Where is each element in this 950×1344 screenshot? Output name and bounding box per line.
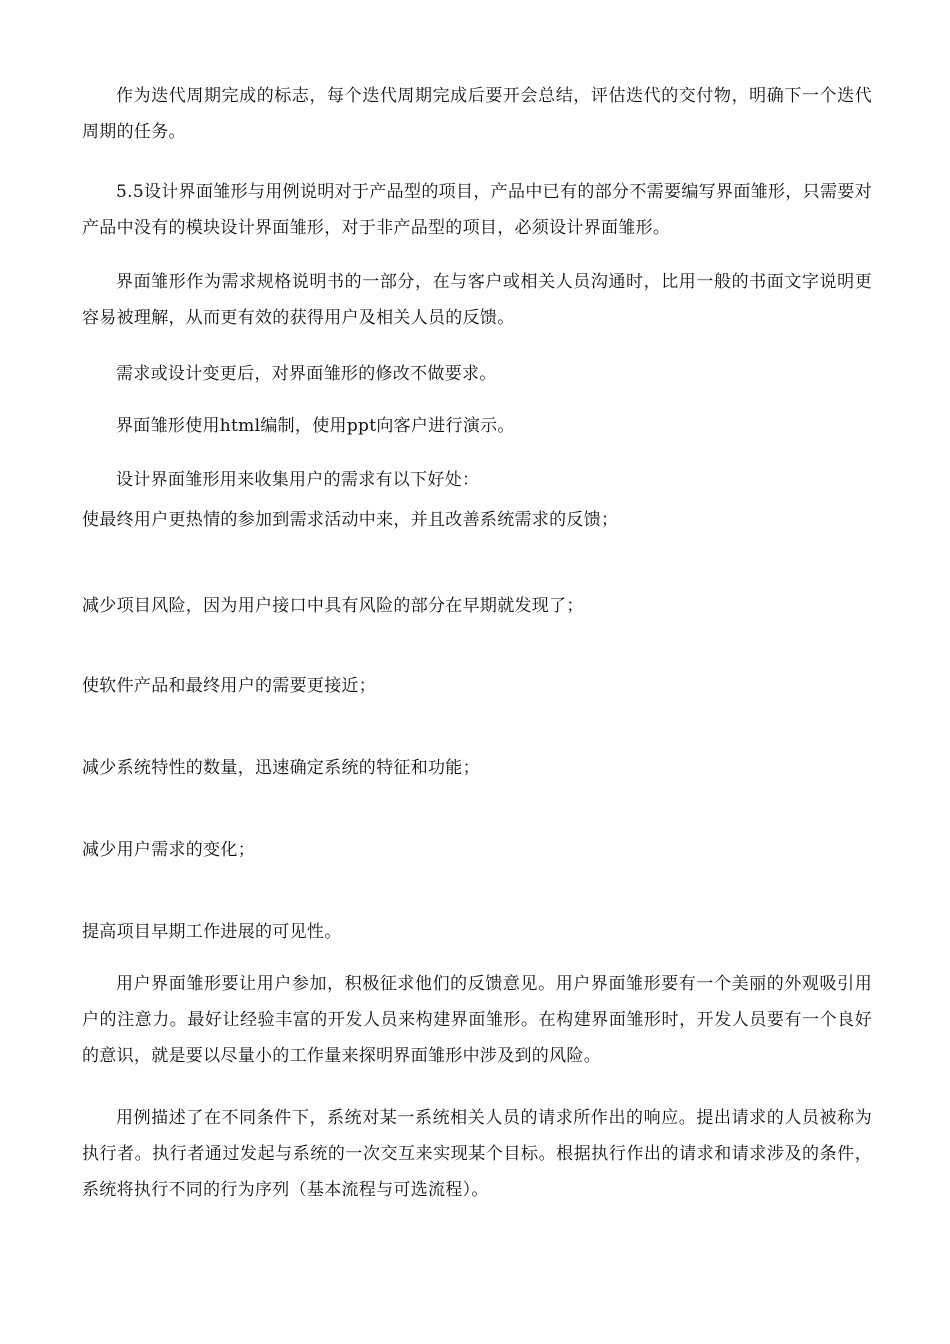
paragraph-prototype-purpose: 界面雏形作为需求规格说明书的一部分，在与客户或相关人员沟通时，比用一般的书面文字说明更容易被理解，从而更有效的获得用户及相关人员的反馈。: [82, 272, 872, 328]
benefit-item: 减少项目风险，因为用户接口中具有风险的部分在早期就发现了；: [82, 596, 584, 616]
benefit-item: 使最终用户更热情的参加到需求活动中来，并且改善系统需求的反馈；: [82, 510, 619, 530]
paragraph-prototype-tools: 界面雏形使用html编制，使用ppt向客户进行演示。: [116, 416, 515, 436]
document-page: [82, 0, 872, 1344]
benefit-item: 提高项目早期工作进展的可见性。: [82, 922, 342, 942]
paragraph-iteration-summary: 作为迭代周期完成的标志，每个迭代周期完成后要开会总结，评估迭代的交付物，明确下一个迭代周期的任务。: [82, 86, 872, 142]
paragraph-section-5-5: 5.5设计界面雏形与用例说明对于产品型的项目，产品中已有的部分不需要编写界面雏形，只需要对产品中没有的模块设计界面雏形，对于非产品型的项目，必须设计界面雏形。: [82, 182, 872, 238]
benefit-item: 使软件产品和最终用户的需要更接近；: [82, 676, 377, 696]
paragraph-use-case-definition: 用例描述了在不同条件下，系统对某一系统相关人员的请求所作出的响应。提出请求的人员被称为执行者。执行者通过发起与系统的一次交互来实现某个目标。根据执行作出的请求和请求涉及的条件，系统将执行不同的行为序列（基本流程与可选流程）。: [82, 1108, 872, 1200]
paragraph-change-policy: 需求或设计变更后，对界面雏形的修改不做要求。: [116, 364, 497, 384]
benefit-item: 减少系统特性的数量，迅速确定系统的特征和功能；: [82, 758, 480, 778]
benefit-item: 减少用户需求的变化；: [82, 840, 255, 860]
paragraph-benefits-intro: 设计界面雏形用来收集用户的需求有以下好处：: [116, 470, 480, 490]
paragraph-user-participation: 用户界面雏形要让用户参加，积极征求他们的反馈意见。用户界面雏形要有一个美丽的外观吸引用户的注意力。最好让经验丰富的开发人员来构建界面雏形。在构建界面雏形时，开发人员要有一个良好的意识，就是要以尽量小的工作量来探明界面雏形中涉及到的风险。: [82, 974, 872, 1066]
